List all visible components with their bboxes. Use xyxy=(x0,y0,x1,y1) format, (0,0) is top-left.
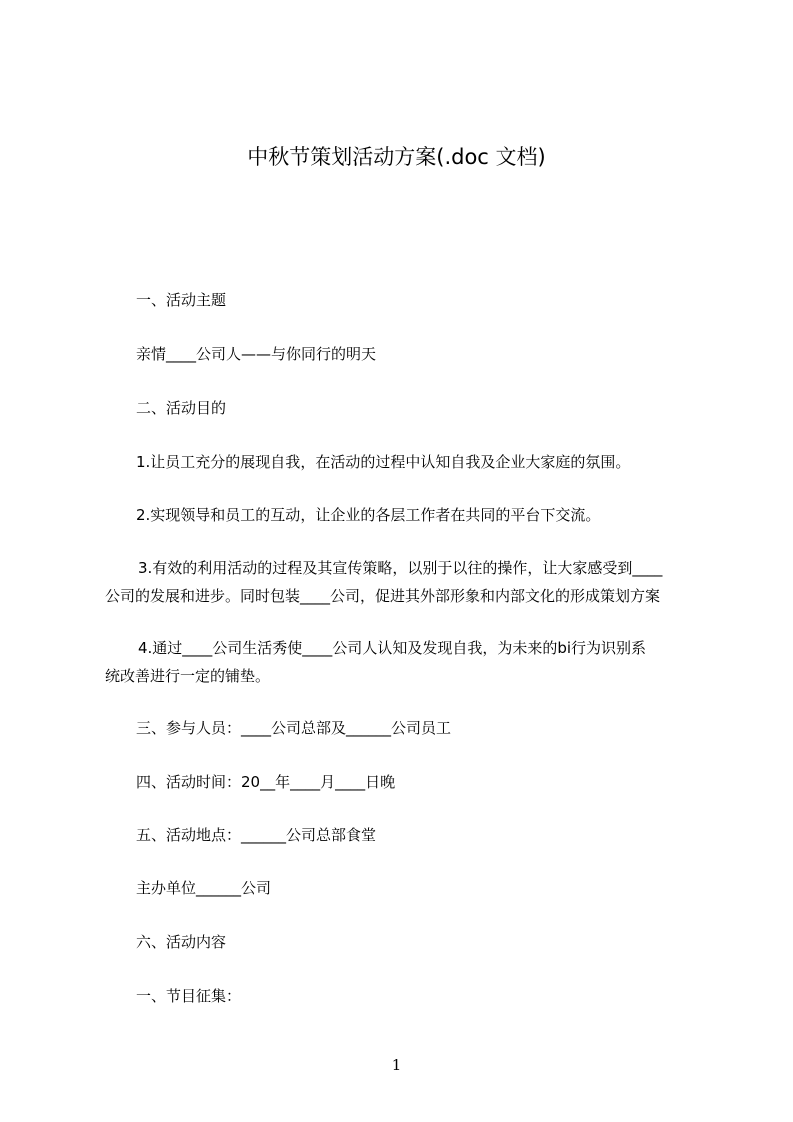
section-heading-theme: 一、活动主题 xyxy=(136,291,227,309)
section-heading-time: 四、活动时间：20__年____月____日晚 xyxy=(136,773,396,791)
paragraph-purpose-4 xyxy=(105,634,701,690)
paragraph-theme-text: 亲情____公司人——与你同行的明天 xyxy=(136,345,377,363)
paragraph-purpose-4-line-1: 4.通过____公司生活秀使____公司人认知及发现自我，为未来的bi行为识别系 xyxy=(138,639,647,657)
paragraph-purpose-3 xyxy=(105,554,701,610)
document-title: 中秋节策划活动方案(.doc 文档) xyxy=(247,145,546,169)
subsection-heading-program: 一、节目征集： xyxy=(136,987,242,1005)
paragraph-purpose-2: 2.实现领导和员工的互动，让企业的各层工作者在共同的平台下交流。 xyxy=(136,506,601,524)
page-number: 1 xyxy=(391,1056,402,1074)
paragraph-purpose-4-line-2: 统改善进行一定的铺垫。 xyxy=(105,667,271,685)
section-heading-participants: 三、参与人员：____公司总部及______公司员工 xyxy=(136,719,452,737)
section-heading-purpose: 二、活动目的 xyxy=(136,399,227,417)
paragraph-purpose-3-line-1: 3.有效的利用活动的过程及其宣传策略，以别于以往的操作，让大家感受到____ xyxy=(138,559,663,577)
paragraph-organizer: 主办单位______公司 xyxy=(136,879,272,897)
section-heading-location: 五、活动地点：______公司总部食堂 xyxy=(136,826,377,844)
paragraph-purpose-1: 1.让员工充分的展现自我，在活动的过程中认知自我及企业大家庭的氛围。 xyxy=(136,453,631,471)
section-heading-content: 六、活动内容 xyxy=(136,933,227,951)
paragraph-purpose-3-line-2: 公司的发展和进步。同时包装____公司，促进其外部形象和内部文化的形成策划方案 xyxy=(105,587,661,605)
